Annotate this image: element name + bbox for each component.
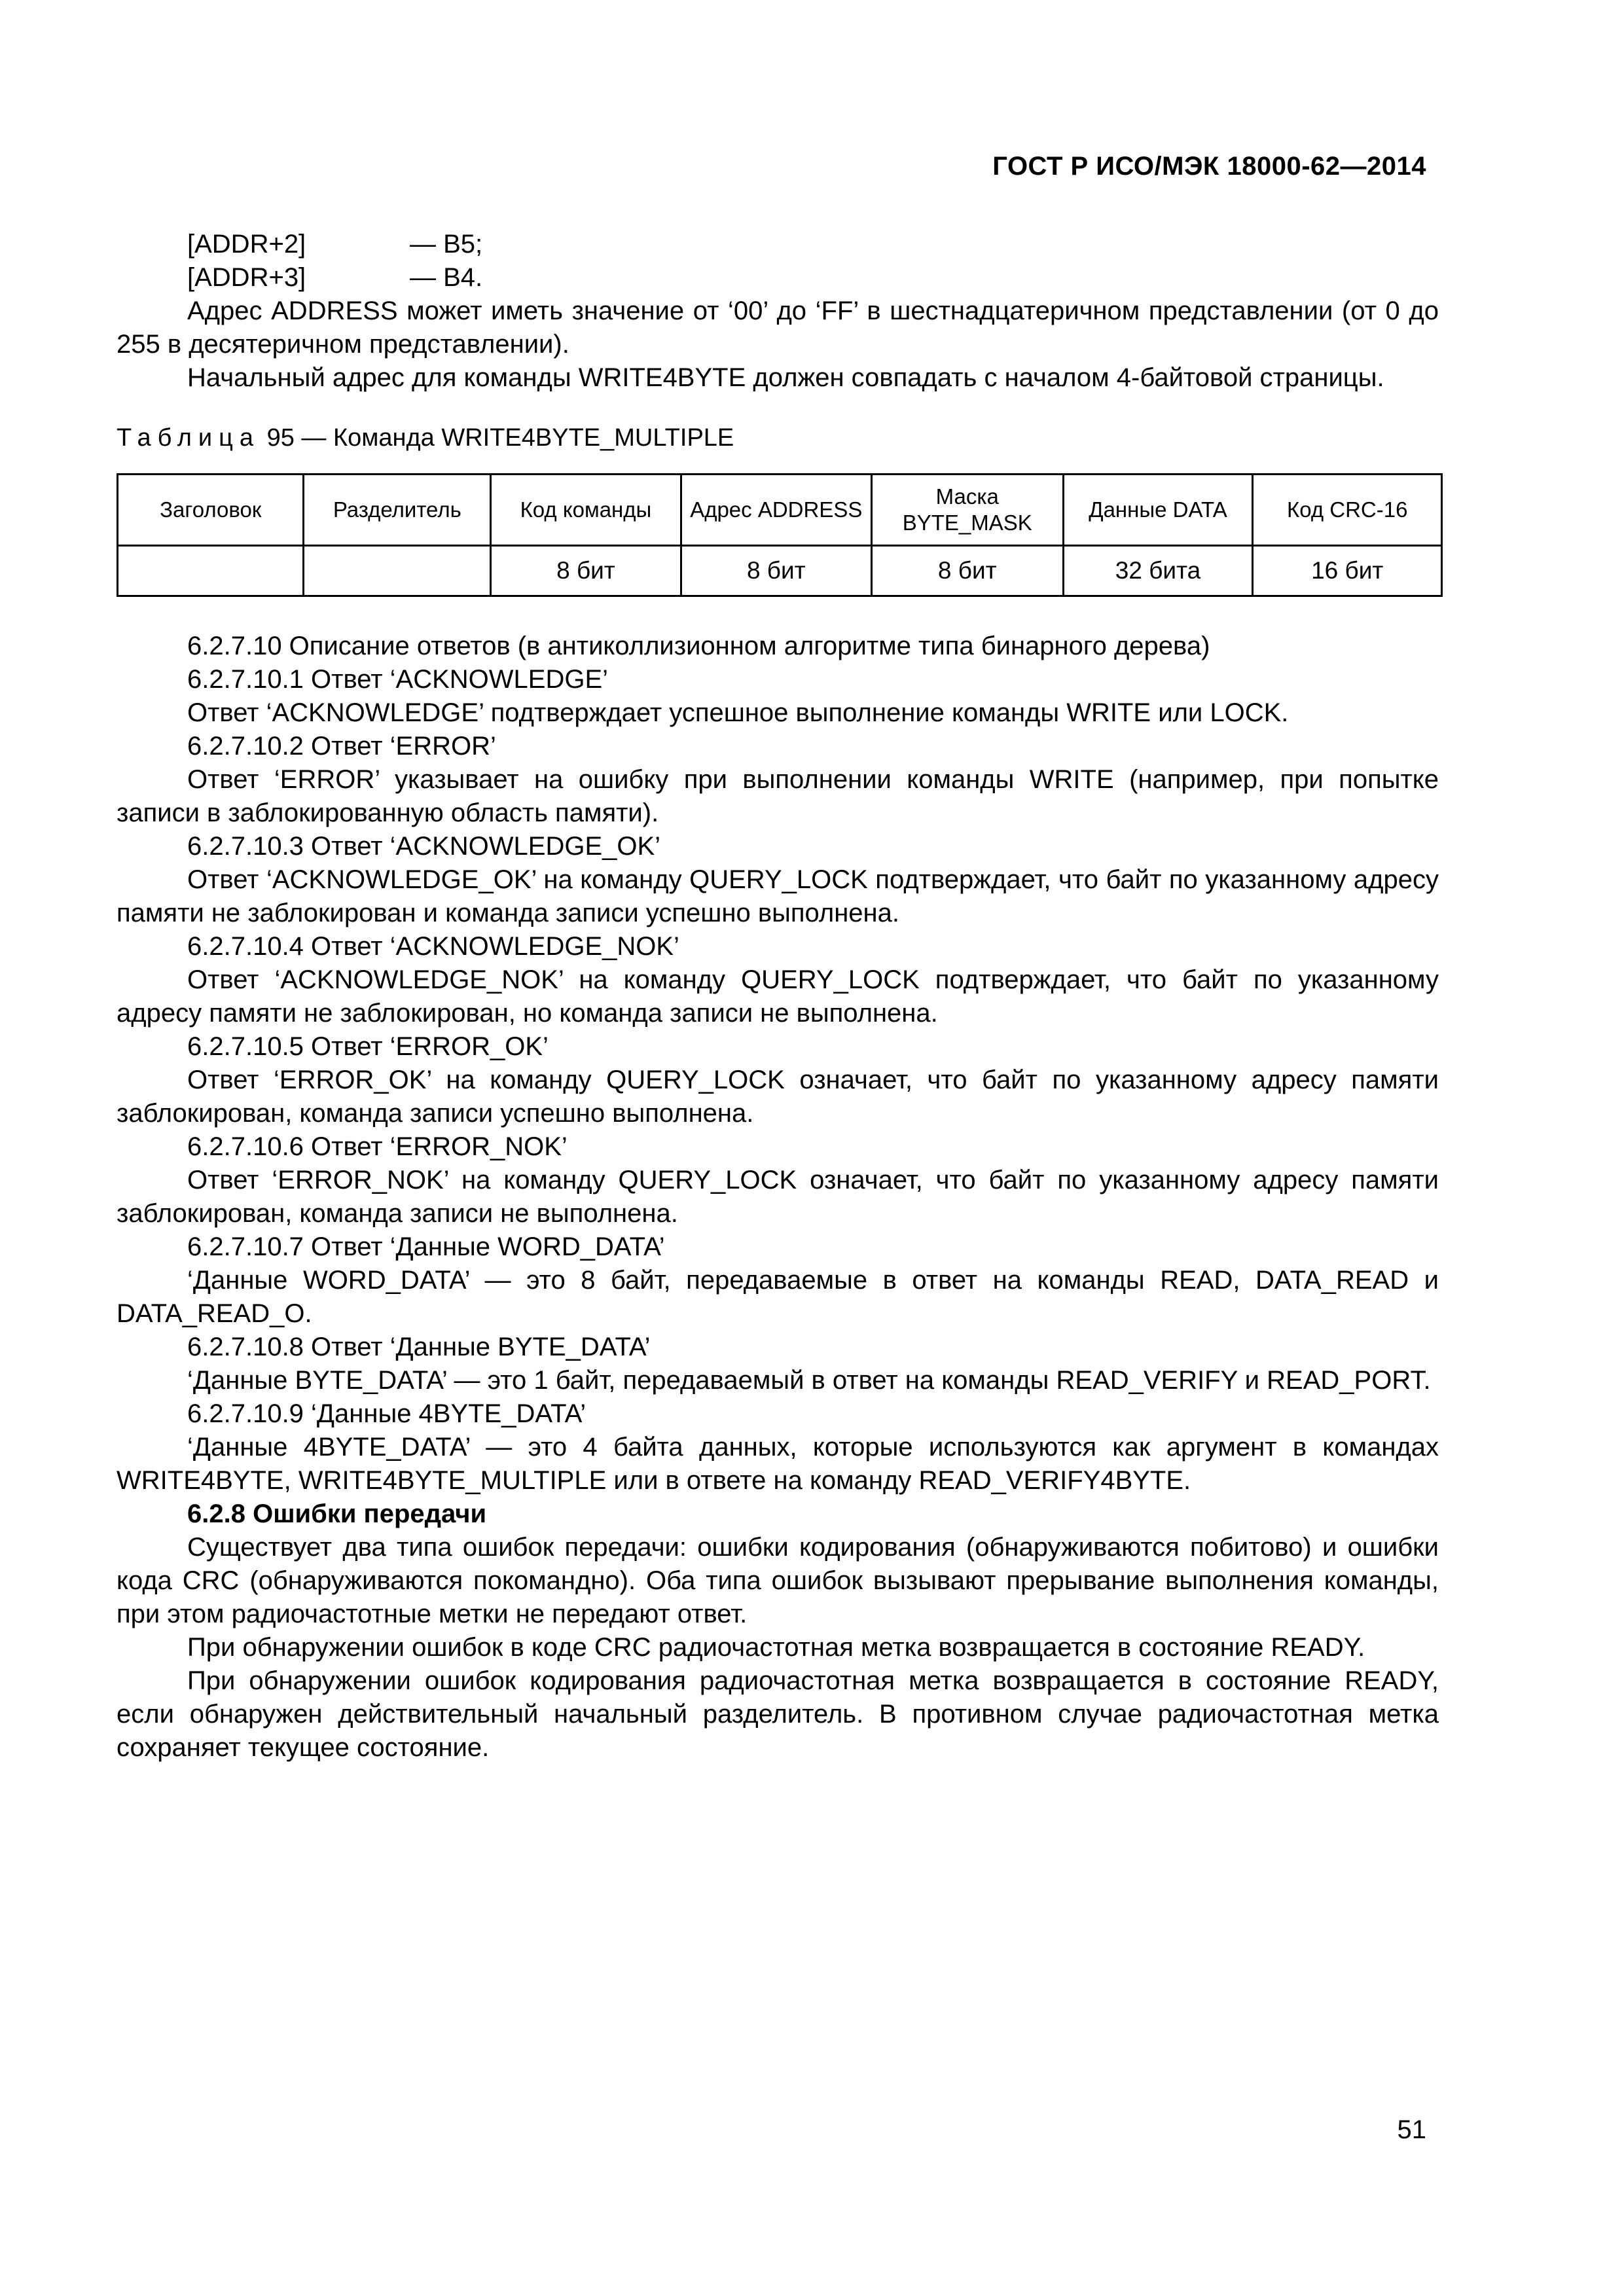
value-cell: 8 бит [871, 546, 1063, 596]
body-paragraph: Ответ ‘ACKNOWLEDGE_OK’ на команду QUERY_LOCK подтверждает, что байт по указанному адресу памяти не заблокирован и команда записи успешно выполнена. [117, 865, 1439, 927]
value-cell: 32 бита [1063, 546, 1253, 596]
body-paragraph: 6.2.7.10.2 Ответ ‘ERROR’ [187, 732, 496, 761]
header-cell: Адрес ADDRESS [681, 475, 871, 546]
body-paragraph: 6.2.7.10.8 Ответ ‘Данные BYTE_DATA’ [187, 1333, 651, 1361]
body-text [117, 630, 1439, 1765]
value-cell: 16 бит [1253, 546, 1442, 596]
command-table [117, 473, 1443, 597]
table-caption-label: Таблица [117, 424, 260, 452]
intro-paragraph: Адрес ADDRESS может иметь значение от ‘00’ до ‘FF’ в шестнадцатеричном представлении (от 0 до 255 в десятеричном представлении). [117, 296, 1439, 359]
body-paragraph: Ответ ‘ERROR_OK’ на команду QUERY_LOCK означает, что байт по указанному адресу памяти заблокирован, команда записи успешно выполнена. [117, 1066, 1439, 1128]
body-paragraph: 6.2.7.10.4 Ответ ‘ACKNOWLEDGE_NOK’ [187, 932, 679, 961]
header-cell: Разделитель [304, 475, 491, 546]
value-cell [118, 546, 304, 596]
intro-paragraph: Начальный адрес для команды WRITE4BYTE должен совпадать с началом 4-байтовой страницы. [187, 363, 1384, 392]
header-cell: Маска BYTE_MASK [871, 475, 1063, 546]
body-paragraph: ‘Данные WORD_DATA’ — это 8 байт, передаваемые в ответ на команды READ, DATA_READ и DATA_READ_O. [117, 1266, 1439, 1328]
body-paragraph: 6.2.7.10.6 Ответ ‘ERROR_NOK’ [187, 1132, 568, 1161]
body-paragraph: Ответ ‘ACKNOWLEDGE_NOK’ на команду QUERY_LOCK подтверждает, что байт по указанному адресу памяти не заблокирован, но команда записи не выполнена. [117, 965, 1439, 1028]
table-caption [117, 424, 734, 452]
body-paragraph: При обнаружении ошибок в коде CRC радиочастотная метка возвращается в состояние READY. [187, 1633, 1365, 1662]
body-paragraph: Ответ ‘ACKNOWLEDGE’ подтверждает успешное выполнение команды WRITE или LOCK. [187, 698, 1289, 727]
body-paragraph: Ответ ‘ERROR’ указывает на ошибку при выполнении команды WRITE (например, при попытке записи в заблокированную область памяти). [117, 765, 1439, 827]
header-cell: Код команды [491, 475, 681, 546]
table-caption-text: 95 — Команда WRITE4BYTE_MULTIPLE [266, 424, 734, 452]
section-heading: 6.2.8 Ошибки передачи [187, 1499, 487, 1528]
body-paragraph: Ответ ‘ERROR_NOK’ на команду QUERY_LOCK означает, что байт по указанному адресу памяти заблокирован, команда записи не выполнена. [117, 1166, 1439, 1228]
intro-block [117, 228, 1439, 395]
addr-line [117, 261, 1439, 295]
value-cell: 8 бит [491, 546, 681, 596]
body-paragraph: ‘Данные BYTE_DATA’ — это 1 байт, передаваемый в ответ на команды READ_VERIFY и READ_PORT. [187, 1366, 1431, 1395]
table-header-row [118, 475, 1442, 546]
body-paragraph: 6.2.7.10.3 Ответ ‘ACKNOWLEDGE_OK’ [187, 832, 661, 861]
value-cell [304, 546, 491, 596]
addr-key: [ADDR+2] [187, 230, 306, 259]
addr-value: — B4. [410, 263, 483, 292]
standard-header: ГОСТ Р ИСО/МЭК 18000-62—2014 [992, 152, 1426, 181]
addr-value: — B5; [410, 230, 483, 259]
value-cell: 8 бит [681, 546, 871, 596]
table-row [118, 546, 1442, 596]
body-paragraph: ‘Данные 4BYTE_DATA’ — это 4 байта данных, которые используются как аргумент в командах WRITE4BYTE, WRITE4BYTE_MULTIPLE или в ответе на команду READ_VERIFY4BYTE. [117, 1433, 1439, 1495]
body-paragraph: 6.2.7.10.7 Ответ ‘Данные WORD_DATA’ [187, 1232, 665, 1261]
body-paragraph: 6.2.7.10.1 Ответ ‘ACKNOWLEDGE’ [187, 665, 609, 694]
header-cell: Данные DATA [1063, 475, 1253, 546]
addr-line [117, 228, 1439, 261]
body-paragraph: При обнаружении ошибок кодирования радиочастотная метка возвращается в состояние READY, если обнаружен действительный начальный разделитель. В противном случае радиочастотная метка сохраняет текущее состояние. [117, 1666, 1439, 1762]
page-number: 51 [1397, 2115, 1426, 2144]
body-paragraph: 6.2.7.10.9 ‘Данные 4BYTE_DATA’ [187, 1399, 586, 1428]
header-cell: Код CRC-16 [1253, 475, 1442, 546]
header-cell: Заголовок [118, 475, 304, 546]
body-paragraph: Существует два типа ошибок передачи: ошибки кодирования (обнаруживаются побитово) и ошибки кода CRC (обнаруживаются покомандно). Оба типа ошибок вызывают прерывание выполнения команды, при этом радиочастотные метки не передают ответ. [117, 1533, 1439, 1628]
body-paragraph: 6.2.7.10 Описание ответов (в антиколлизионном алгоритме типа бинарного дерева) [187, 632, 1210, 660]
body-paragraph: 6.2.7.10.5 Ответ ‘ERROR_OK’ [187, 1032, 549, 1061]
addr-key: [ADDR+3] [187, 263, 306, 292]
